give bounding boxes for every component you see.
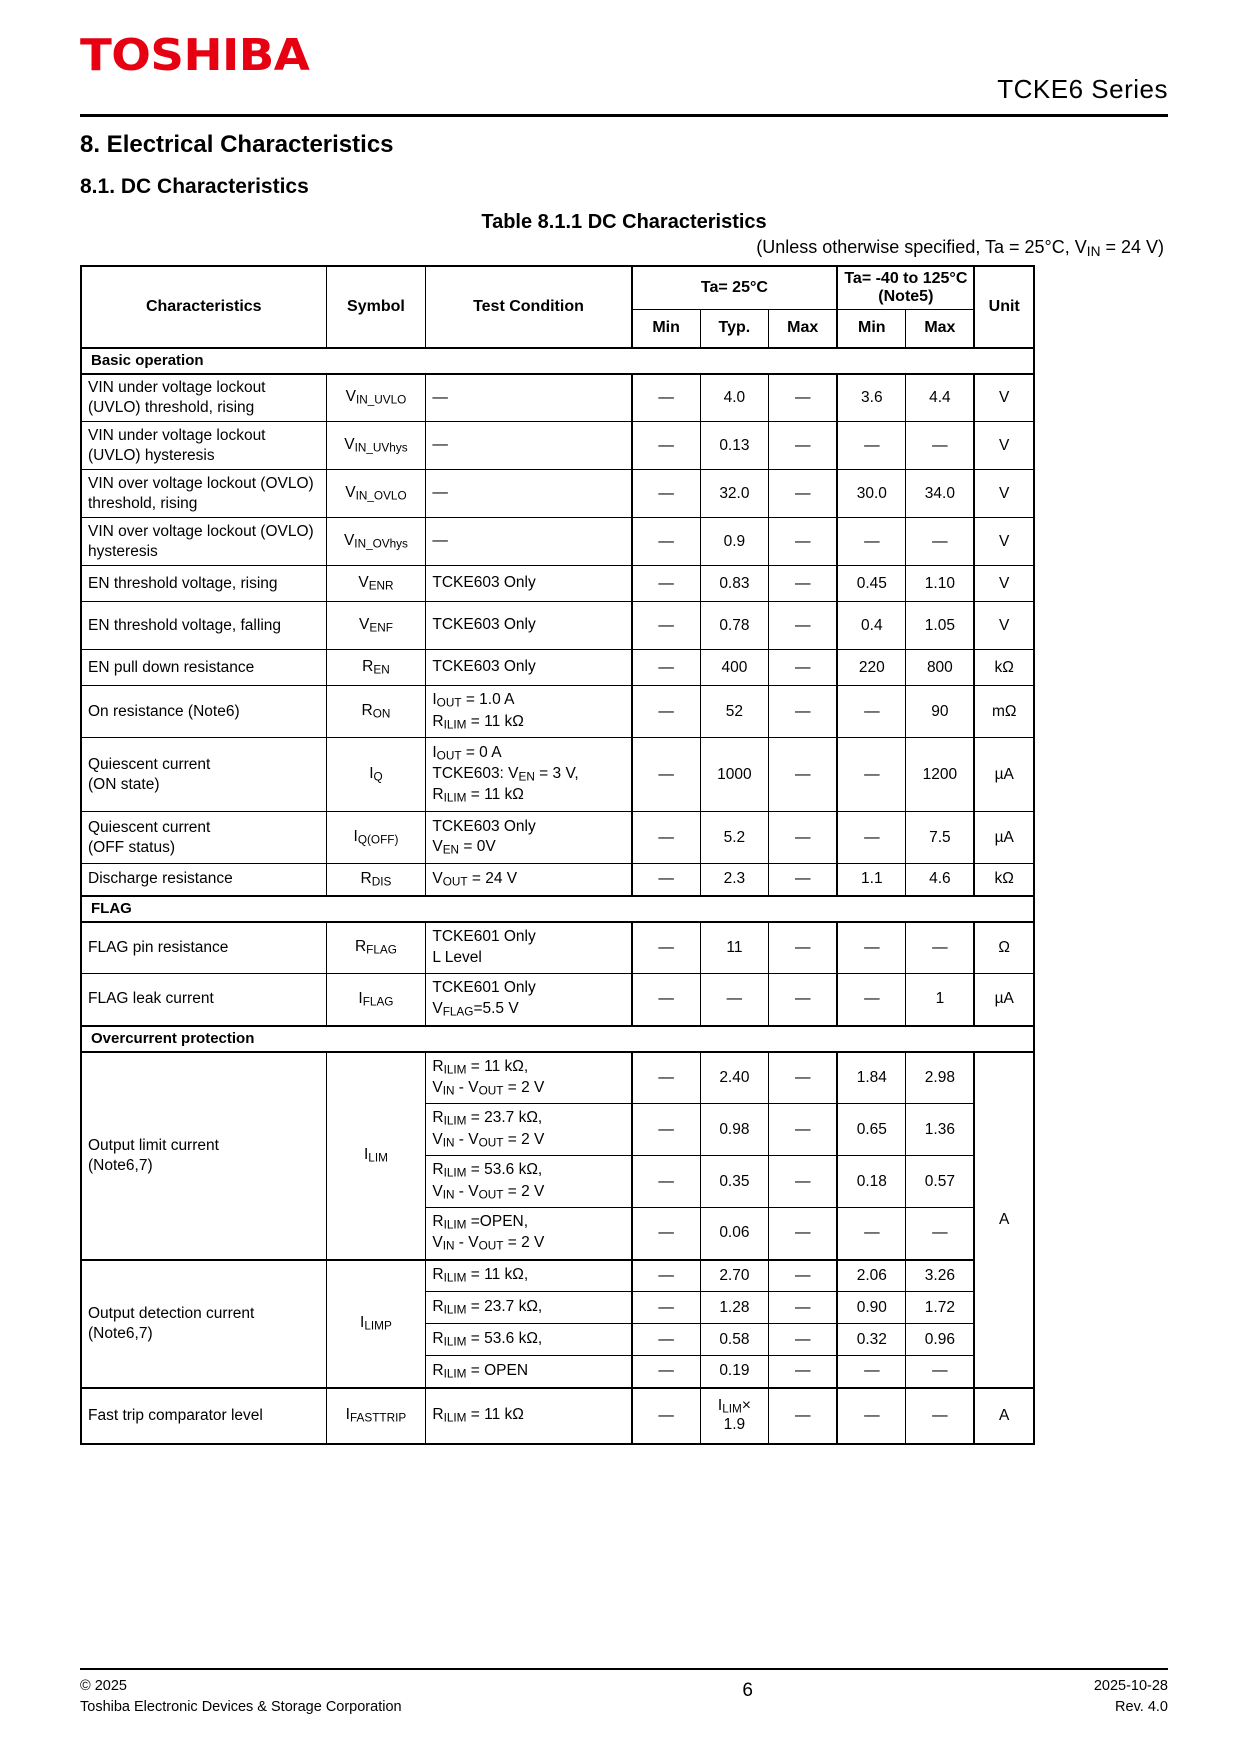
header-typ-25: Typ.: [700, 310, 769, 348]
header-test-condition: Test Condition: [426, 266, 632, 348]
table-title: Table 8.1.1 DC Characteristics: [481, 211, 767, 233]
row-min-25: —: [632, 1260, 701, 1292]
row-condition-line: TCKE601 Only: [432, 979, 536, 997]
row-min-25: —: [632, 1356, 701, 1388]
row-max-range: —: [906, 1208, 975, 1260]
row-condition-line: $R_{ILIM} = 11$ kΩ: [432, 712, 524, 732]
row-max-range: —: [906, 518, 975, 566]
row-max-25: —: [769, 1156, 838, 1208]
row-condition-line: $V_{EN} = 0V$: [432, 838, 496, 857]
row-characteristic: Quiescent current (ON state): [81, 738, 326, 812]
row-characteristic: EN threshold voltage, rising: [81, 566, 326, 602]
row-condition: $R_{ILIM} = 11$ kΩ: [426, 1388, 632, 1444]
row-characteristic: Discharge resistance: [81, 864, 326, 896]
row-symbol: $V_{IN\_UVLO}$: [326, 374, 426, 422]
row-unit: Ω: [974, 922, 1034, 974]
header-min-range: Min: [837, 310, 906, 348]
row-condition: [426, 686, 632, 738]
company-name: Toshiba Electronic Devices & Storage Corporation: [80, 1698, 402, 1715]
row-min-range: 220: [837, 650, 906, 686]
row-min-25: —: [632, 1104, 701, 1156]
row-min-range: —: [837, 922, 906, 974]
row-min-range: 1.1: [837, 864, 906, 896]
row-condition: $V_{OUT} = 24$ V: [426, 864, 632, 896]
document-revision: Rev. 4.0: [1115, 1698, 1168, 1715]
row-characteristic: [81, 1260, 326, 1388]
row-condition-line: TCKE603: $V_{EN} = 3$ V,: [432, 764, 579, 784]
row-max-range: —: [906, 1388, 975, 1444]
row-max-range: 3.26: [906, 1260, 975, 1292]
row-condition-line: $V_{IN} - V_{OUT} = 2$ V: [432, 1130, 545, 1150]
group-label-flag: FLAG: [81, 896, 1034, 922]
row-typ-25: 0.13: [700, 422, 769, 470]
row-max-range: 1.10: [906, 566, 975, 602]
table-row: [81, 518, 1034, 566]
row-symbol: $I_{FLAG}$: [326, 974, 426, 1026]
row-max-range: 2.98: [906, 1052, 975, 1104]
row-typ-25: 2.3: [700, 864, 769, 896]
row-min-25: —: [632, 602, 701, 650]
row-condition: $R_{ILIM} = 53.6$ kΩ,: [426, 1324, 632, 1356]
row-max-25: —: [769, 650, 838, 686]
row-typ-25: 32.0: [700, 470, 769, 518]
row-typ-25: 0.98: [700, 1104, 769, 1156]
row-max-range: 7.5: [906, 812, 975, 864]
row-condition-line: $V_{IN} - V_{OUT} = 2$ V: [432, 1078, 545, 1098]
row-min-25: —: [632, 566, 701, 602]
row-condition: [426, 1104, 632, 1156]
row-max-range: —: [906, 422, 975, 470]
row-min-25: —: [632, 1208, 701, 1260]
table-row: [81, 864, 1034, 896]
table-row: [81, 974, 1034, 1026]
row-max-range: 0.57: [906, 1156, 975, 1208]
row-unit: V: [974, 518, 1034, 566]
row-characteristic-line2: (Note6,7): [88, 1324, 153, 1342]
row-symbol: $I_Q$: [326, 738, 426, 812]
row-min-25: —: [632, 738, 701, 812]
row-condition-line: TCKE601 Only: [432, 928, 536, 946]
row-max-range: 4.4: [906, 374, 975, 422]
header-characteristics: Characteristics: [81, 266, 326, 348]
row-max-25: —: [769, 1324, 838, 1356]
row-characteristic-line2: (Note6,7): [88, 1156, 153, 1174]
row-max-range: —: [906, 1356, 975, 1388]
footer-divider: [80, 1668, 1168, 1670]
row-symbol: $R_{ON}$: [326, 686, 426, 738]
table-row: [81, 738, 1034, 812]
row-max-25: —: [769, 1208, 838, 1260]
row-typ-25: 0.06: [700, 1208, 769, 1260]
row-symbol: $V_{IN\_OVhys}$: [326, 518, 426, 566]
row-symbol: $R_{EN}$: [326, 650, 426, 686]
row-characteristic: VIN under voltage lockout (UVLO) hysteresis: [81, 422, 326, 470]
row-characteristic: On resistance (Note6): [81, 686, 326, 738]
row-condition: —: [426, 470, 632, 518]
row-symbol: $I_{Q(OFF)}$: [326, 812, 426, 864]
table-row: [81, 650, 1034, 686]
row-typ-line2: 1.9: [723, 1415, 746, 1433]
row-condition-line: $R_{ILIM}$ =OPEN,: [432, 1213, 529, 1232]
row-condition: [426, 1156, 632, 1208]
row-typ-25: 0.9: [700, 518, 769, 566]
page-number: 6: [742, 1679, 753, 1701]
copyright-text: © 2025: [80, 1677, 127, 1694]
row-unit: µA: [974, 812, 1034, 864]
header-group-ta-range-line1: Ta= -40 to 125°C: [844, 270, 968, 287]
row-min-25: —: [632, 1156, 701, 1208]
row-max-range: 34.0: [906, 470, 975, 518]
row-max-25: —: [769, 1104, 838, 1156]
table-row: [81, 602, 1034, 650]
row-symbol: $I_{LIMP}$: [326, 1260, 426, 1388]
table-row: [81, 922, 1034, 974]
row-max-25: —: [769, 422, 838, 470]
row-max-range: 1: [906, 974, 975, 1026]
row-unit: V: [974, 602, 1034, 650]
row-condition: $R_{ILIM}$ = OPEN: [426, 1356, 632, 1388]
row-characteristic: VIN over voltage lockout (OVLO) threshold, rising: [81, 470, 326, 518]
header-symbol: Symbol: [326, 266, 426, 348]
row-symbol: $I_{LIM}$: [326, 1052, 426, 1260]
row-min-range: —: [837, 518, 906, 566]
row-min-25: —: [632, 650, 701, 686]
footer-right: [1094, 1676, 1168, 1718]
row-condition-line: L Level: [432, 948, 482, 966]
row-condition-line: $R_{ILIM} = 11$ kΩ: [432, 786, 524, 805]
series-title: TCKE6 Series: [997, 74, 1168, 104]
row-condition: —: [426, 422, 632, 470]
header-min-25: Min: [632, 310, 701, 348]
row-min-range: —: [837, 1388, 906, 1444]
row-condition-line: $V_{IN} - V_{OUT} = 2$ V: [432, 1182, 545, 1202]
row-min-25: —: [632, 1388, 701, 1444]
row-characteristic: Quiescent current (OFF status): [81, 812, 326, 864]
row-max-25: —: [769, 374, 838, 422]
row-unit: µA: [974, 974, 1034, 1026]
footer-left: [80, 1676, 402, 1718]
row-unit: A: [974, 1052, 1034, 1388]
row-symbol: $V_{ENF}$: [326, 602, 426, 650]
row-unit: µA: [974, 738, 1034, 812]
row-min-25: —: [632, 422, 701, 470]
row-max-25: —: [769, 738, 838, 812]
row-min-25: —: [632, 518, 701, 566]
table-row: [81, 812, 1034, 864]
row-condition: [426, 1052, 632, 1104]
row-unit: V: [974, 422, 1034, 470]
page-footer: [80, 1668, 1168, 1718]
row-condition: TCKE603 Only: [426, 602, 632, 650]
group-row-basic-operation: [81, 348, 1034, 374]
row-min-25: —: [632, 864, 701, 896]
row-characteristic: VIN under voltage lockout (UVLO) threshold, rising: [81, 374, 326, 422]
row-typ-25: 0.19: [700, 1356, 769, 1388]
row-typ-25: 1.28: [700, 1292, 769, 1324]
row-typ-25: —: [700, 974, 769, 1026]
row-min-range: 0.32: [837, 1324, 906, 1356]
row-unit: kΩ: [974, 650, 1034, 686]
row-typ-25: 400: [700, 650, 769, 686]
row-condition: [426, 812, 632, 864]
row-min-25: —: [632, 1324, 701, 1356]
row-condition: TCKE603 Only: [426, 650, 632, 686]
row-min-range: —: [837, 974, 906, 1026]
table-row: [81, 422, 1034, 470]
table-row: [81, 566, 1034, 602]
row-condition: [426, 738, 632, 812]
group-label-overcurrent-protection: Overcurrent protection: [81, 1026, 1034, 1052]
table-row: [81, 1260, 1034, 1292]
row-condition-line: $V_{FLAG}=5.5$ V: [432, 999, 519, 1019]
row-typ-25: 2.40: [700, 1052, 769, 1104]
row-unit: V: [974, 374, 1034, 422]
row-condition-line: $I_{OUT} = 0$ A: [432, 743, 502, 763]
row-max-range: 1.05: [906, 602, 975, 650]
table-row: [81, 374, 1034, 422]
row-unit: V: [974, 470, 1034, 518]
row-max-range: 1200: [906, 738, 975, 812]
row-min-range: 0.45: [837, 566, 906, 602]
row-max-range: 4.6: [906, 864, 975, 896]
row-max-range: 0.96: [906, 1324, 975, 1356]
row-min-range: 1.84: [837, 1052, 906, 1104]
row-max-range: 1.36: [906, 1104, 975, 1156]
row-max-25: —: [769, 812, 838, 864]
row-characteristic-line1: Output detection current: [88, 1304, 255, 1322]
row-max-25: —: [769, 566, 838, 602]
row-min-range: —: [837, 1208, 906, 1260]
toshiba-logo: TOSHIBA: [80, 30, 310, 81]
table-row: [81, 1052, 1034, 1104]
row-condition: —: [426, 374, 632, 422]
row-symbol: $I_{FASTTRIP}$: [326, 1388, 426, 1444]
row-condition: [426, 1208, 632, 1260]
row-typ-25: 1000: [700, 738, 769, 812]
row-min-25: —: [632, 1292, 701, 1324]
row-condition: TCKE603 Only: [426, 566, 632, 602]
row-condition: $R_{ILIM} = 23.7$ kΩ,: [426, 1292, 632, 1324]
row-symbol: $R_{FLAG}$: [326, 922, 426, 974]
row-max-25: —: [769, 1260, 838, 1292]
row-min-25: —: [632, 812, 701, 864]
row-symbol: $V_{IN\_OVLO}$: [326, 470, 426, 518]
row-min-25: —: [632, 1052, 701, 1104]
row-min-range: 2.06: [837, 1260, 906, 1292]
table-row: [81, 470, 1034, 518]
row-min-range: —: [837, 686, 906, 738]
row-typ-25: 4.0: [700, 374, 769, 422]
header-max-range: Max: [906, 310, 975, 348]
row-typ-25: 0.35: [700, 1156, 769, 1208]
row-min-25: —: [632, 974, 701, 1026]
row-max-25: —: [769, 864, 838, 896]
table-header-row-1: [81, 266, 1034, 310]
row-max-25: —: [769, 1292, 838, 1324]
group-row-overcurrent-protection: [81, 1026, 1034, 1052]
row-max-25: —: [769, 922, 838, 974]
row-characteristic: EN threshold voltage, falling: [81, 602, 326, 650]
row-typ-25: 52: [700, 686, 769, 738]
row-typ-25: 11: [700, 922, 769, 974]
row-min-range: —: [837, 738, 906, 812]
row-max-25: —: [769, 1356, 838, 1388]
header-group-ta25: Ta= 25°C: [632, 266, 838, 310]
row-min-range: 3.6: [837, 374, 906, 422]
row-condition-line: $I_{OUT} = 1.0$ A: [432, 691, 515, 710]
row-min-range: 0.4: [837, 602, 906, 650]
row-max-25: —: [769, 1052, 838, 1104]
row-typ-25: 0.83: [700, 566, 769, 602]
row-min-25: —: [632, 922, 701, 974]
row-max-range: 90: [906, 686, 975, 738]
row-max-25: —: [769, 518, 838, 566]
group-row-flag: [81, 896, 1034, 922]
row-min-range: 0.65: [837, 1104, 906, 1156]
row-condition: [426, 974, 632, 1026]
row-unit: A: [974, 1388, 1034, 1444]
row-characteristic: [81, 1052, 326, 1260]
row-characteristic: VIN over voltage lockout (OVLO) hysteresis: [81, 518, 326, 566]
row-typ-25: 0.58: [700, 1324, 769, 1356]
row-characteristic: FLAG leak current: [81, 974, 326, 1026]
document-date: 2025-10-28: [1093, 1677, 1168, 1694]
row-symbol: $V_{ENR}$: [326, 566, 426, 602]
row-symbol: $R_{DIS}$: [326, 864, 426, 896]
row-unit: kΩ: [974, 864, 1034, 896]
row-min-range: —: [837, 422, 906, 470]
row-max-range: 800: [906, 650, 975, 686]
row-condition-line: $R_{ILIM} = 23.7$ kΩ,: [432, 1109, 543, 1128]
row-unit: mΩ: [974, 686, 1034, 738]
row-condition-line: $R_{ILIM} = 53.6$ kΩ,: [432, 1161, 543, 1180]
row-typ-25: 0.78: [700, 602, 769, 650]
row-min-range: —: [837, 812, 906, 864]
row-characteristic: Fast trip comparator level: [81, 1388, 326, 1444]
row-max-25: —: [769, 602, 838, 650]
row-condition: [426, 922, 632, 974]
row-min-25: —: [632, 686, 701, 738]
row-condition: $R_{ILIM} = 11$ kΩ,: [426, 1260, 632, 1292]
row-max-25: —: [769, 974, 838, 1026]
row-max-25: —: [769, 686, 838, 738]
row-condition-line: TCKE603 Only: [432, 817, 536, 835]
row-condition-line: $V_{IN} - V_{OUT} = 2$ V: [432, 1234, 545, 1253]
group-label-basic-operation: Basic operation: [81, 348, 1034, 374]
row-max-range: 1.72: [906, 1292, 975, 1324]
header-group-ta-range-note: (Note5): [878, 288, 934, 305]
row-typ-25: [700, 1388, 769, 1444]
row-typ-line1: $I_{LIM}\times$: [717, 1397, 751, 1416]
section-title: 8. Electrical Characteristics: [80, 131, 394, 158]
row-characteristic: EN pull down resistance: [81, 650, 326, 686]
row-unit: V: [974, 566, 1034, 602]
row-characteristic-line1: Output limit current: [88, 1136, 219, 1154]
row-characteristic: FLAG pin resistance: [81, 922, 326, 974]
row-condition-line: $R_{ILIM} = 11$ kΩ,: [432, 1057, 529, 1077]
page-header: [80, 28, 1168, 114]
header-max-25: Max: [769, 310, 838, 348]
row-typ-25: 2.70: [700, 1260, 769, 1292]
table-row: [81, 686, 1034, 738]
row-min-range: 30.0: [837, 470, 906, 518]
table-row: [81, 1388, 1034, 1444]
row-symbol: $V_{IN\_UVhys}$: [326, 422, 426, 470]
header-divider: [80, 114, 1168, 117]
subsection-title: 8.1. DC Characteristics: [80, 175, 309, 198]
row-min-range: 0.90: [837, 1292, 906, 1324]
header-unit: Unit: [974, 266, 1034, 348]
row-min-range: —: [837, 1356, 906, 1388]
row-max-range: —: [906, 922, 975, 974]
dc-characteristics-table: [80, 265, 1035, 1445]
row-min-25: —: [632, 470, 701, 518]
table-condition-note: (Unless otherwise specified, Ta = 25°C, $V_{IN} = 24$ V): [756, 237, 1164, 259]
row-min-range: 0.18: [837, 1156, 906, 1208]
row-condition: —: [426, 518, 632, 566]
row-typ-25: 5.2: [700, 812, 769, 864]
header-group-ta-range: [837, 266, 974, 310]
row-max-25: —: [769, 470, 838, 518]
row-min-25: —: [632, 374, 701, 422]
row-max-25: —: [769, 1388, 838, 1444]
